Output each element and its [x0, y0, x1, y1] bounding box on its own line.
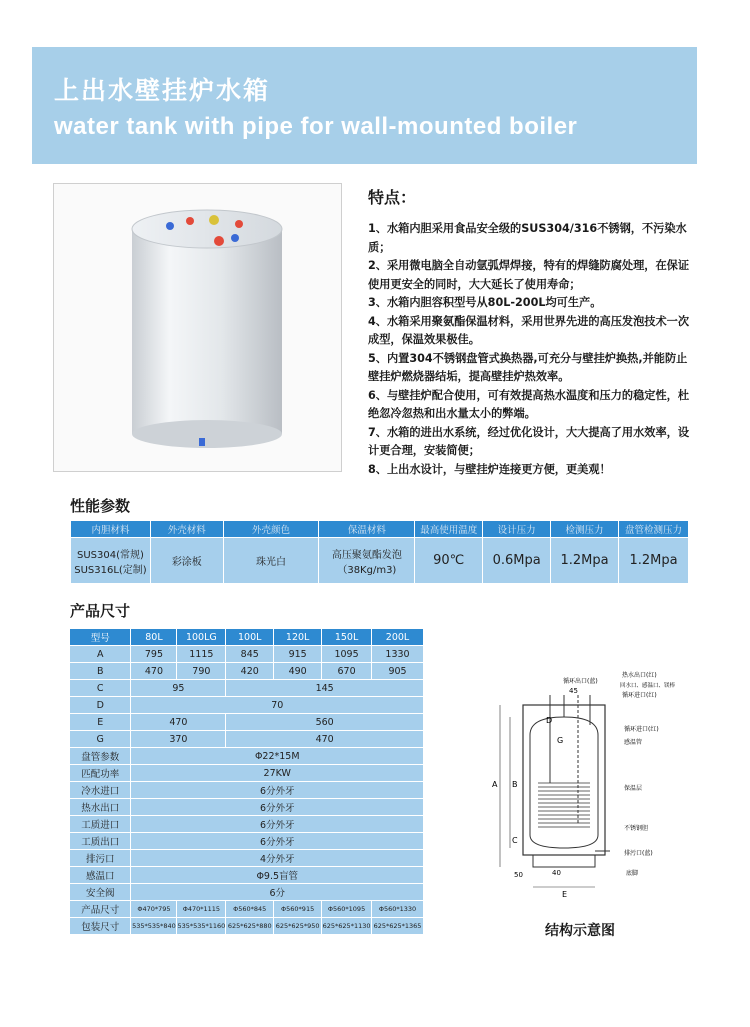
feature-item: 3、水箱内胆容积型号从80L-200L均可生产。 — [368, 296, 602, 309]
dim-E: E — [562, 890, 568, 899]
table-header-row — [70, 629, 424, 646]
cell: Φ560*1095 — [322, 901, 372, 918]
feature-item: 1、水箱内胆采用食品安全级的SUS304/316不锈钢，不污染水质； — [368, 222, 687, 254]
sizes-table — [69, 628, 424, 935]
dim-45: 45 — [569, 687, 578, 695]
table-row — [70, 697, 424, 714]
col-header: 检测压力 — [551, 521, 619, 538]
table-row — [70, 816, 424, 833]
col-header: 200L — [372, 629, 424, 646]
cell: 915 — [274, 646, 322, 663]
insulation-cell — [319, 538, 415, 584]
cell: 70 — [131, 697, 424, 714]
cell: 470 — [131, 663, 177, 680]
diagram-caption: 结构示意图 — [545, 923, 615, 939]
col-header: 80L — [131, 629, 177, 646]
label-insulation: 保温层 — [624, 785, 643, 792]
row-label: D — [70, 697, 131, 714]
cell: 795 — [131, 646, 177, 663]
inner-material-2: SUS316L(定制) — [74, 564, 147, 576]
cell: 420 — [226, 663, 274, 680]
cell: 490 — [274, 663, 322, 680]
col-header: 盘管检测压力 — [619, 521, 689, 538]
label-return: 回水口、感温口、镁棒 — [620, 683, 676, 689]
shell-color-cell: 珠光白 — [223, 538, 319, 584]
design-pressure-cell: 0.6Mpa — [483, 538, 551, 584]
cell: 560 — [226, 714, 424, 731]
cell: 470 — [226, 731, 424, 748]
row-label: 感温口 — [70, 867, 131, 884]
structure-diagram-svg — [478, 665, 693, 905]
cell: 625*625*1130 — [322, 918, 372, 935]
col-header: 设计压力 — [483, 521, 551, 538]
feature-item: 7、水箱的进出水系统，经过优化设计，大大提高了用水效率，设计更合理，安装简便； — [368, 425, 690, 457]
table-row — [70, 799, 424, 816]
cell: 6分外牙 — [131, 799, 424, 816]
row-label: 热水出口 — [70, 799, 131, 816]
cell: 625*625*1365 — [372, 918, 424, 935]
row-label: 排污口 — [70, 850, 131, 867]
features-heading: 特点： — [368, 188, 417, 207]
cell: 145 — [226, 680, 424, 697]
row-label: 安全阀 — [70, 884, 131, 901]
feature-item: 5、内置304不锈钢盘管式换热器,可充分与壁挂炉换热,并能防止壁挂炉燃烧器结垢，提高壁挂炉热效率。 — [368, 351, 688, 383]
table-row — [70, 748, 424, 765]
row-label: A — [70, 646, 131, 663]
dim-B: B — [512, 780, 518, 789]
col-header: 最高使用温度 — [415, 521, 483, 538]
cell: Φ9.5盲管 — [131, 867, 424, 884]
cell: 670 — [322, 663, 372, 680]
cell: 95 — [131, 680, 226, 697]
max-temp-cell: 90℃ — [415, 538, 483, 584]
cell: 27KW — [131, 765, 424, 782]
col-header: 120L — [274, 629, 322, 646]
test-pressure-cell: 1.2Mpa — [551, 538, 619, 584]
cell: 6分 — [131, 884, 424, 901]
cell: 6分外牙 — [131, 782, 424, 799]
coil-test-pressure-cell: 1.2Mpa — [619, 538, 689, 584]
table-row — [70, 918, 424, 935]
label-hot-out: 热水出口(红) — [622, 672, 657, 679]
label-sensor-pipe: 感温管 — [624, 739, 643, 746]
row-label: B — [70, 663, 131, 680]
col-header: 型号 — [70, 629, 131, 646]
shell-material-cell: 彩涂板 — [150, 538, 223, 584]
inner-material-1: SUS304(常规) — [77, 549, 144, 561]
cell: 535*535*1160 — [177, 918, 226, 935]
cell: Φ560*1330 — [372, 901, 424, 918]
base — [533, 855, 595, 867]
table-row — [70, 782, 424, 799]
row-label: 冷水进口 — [70, 782, 131, 799]
cell: 1095 — [322, 646, 372, 663]
table-row — [70, 867, 424, 884]
dim-C: C — [512, 836, 518, 845]
table-row — [71, 538, 689, 584]
cell: Φ560*915 — [274, 901, 322, 918]
dim-A: A — [492, 780, 498, 789]
cell: 535*535*840 — [131, 918, 177, 935]
cell: 470 — [131, 714, 226, 731]
title-en: water tank with pipe for wall-mounted boiler — [54, 113, 578, 140]
dim-D: D — [546, 716, 553, 725]
col-header: 外壳材料 — [150, 521, 223, 538]
product-photo — [53, 183, 342, 472]
water-tank-illustration — [54, 184, 343, 473]
sizes-title: 产品尺寸 — [70, 602, 131, 620]
col-header: 外壳颜色 — [223, 521, 319, 538]
cell: Φ470*1115 — [177, 901, 226, 918]
table-row — [70, 850, 424, 867]
table-row — [70, 646, 424, 663]
feature-item: 6、与壁挂炉配合使用，可有效提高热水温度和压力的稳定性，杜绝忽冷忽热和出水量太小的弊端。 — [368, 388, 690, 420]
col-header: 100LG — [177, 629, 226, 646]
cell: 4分外牙 — [131, 850, 424, 867]
row-label: 盘管参数 — [70, 748, 131, 765]
feature-item: 8、上出水设计，与壁挂炉连接更方便，更美观！ — [368, 462, 611, 476]
row-label: 工质进口 — [70, 816, 131, 833]
row-label: C — [70, 680, 131, 697]
col-header: 内胆材料 — [71, 521, 151, 538]
col-header: 150L — [322, 629, 372, 646]
inner-material-cell — [71, 538, 151, 584]
table-header-row — [71, 521, 689, 538]
row-label: G — [70, 731, 131, 748]
cell: Φ22*15M — [131, 748, 424, 765]
insulation-2: （38Kg/m3) — [337, 564, 397, 576]
label-cycle-in-top: 循环进口(红) — [622, 692, 657, 699]
cell: Φ560*845 — [226, 901, 274, 918]
cell: 905 — [372, 663, 424, 680]
table-row — [70, 731, 424, 748]
cell: 1115 — [177, 646, 226, 663]
label-base: 底脚 — [626, 870, 639, 877]
cell: Φ470*795 — [131, 901, 177, 918]
structure-diagram — [478, 665, 693, 905]
label-cycle-in: 循环进口(红) — [624, 726, 659, 733]
feature-item: 2、采用微电脑全自动氩弧焊焊接，特有的焊缝防腐处理，在保证使用更安全的同时，大大延长了使用寿命； — [368, 259, 690, 291]
label-cycle-out: 循环出口(蓝) — [563, 678, 598, 685]
dim-G: G — [557, 736, 564, 745]
row-label: 包装尺寸 — [70, 918, 131, 935]
col-header: 保温材料 — [319, 521, 415, 538]
performance-title: 性能参数 — [70, 497, 131, 515]
col-header: 100L — [226, 629, 274, 646]
performance-table — [70, 520, 689, 584]
feature-item: 4、水箱采用聚氨酯保温材料，采用世界先进的高压发泡技术一次成型，保温效果极佳。 — [368, 314, 690, 346]
cell: 625*625*950 — [274, 918, 322, 935]
cell: 625*625*880 — [226, 918, 274, 935]
table-row — [70, 680, 424, 697]
label-drain: 排污口(蓝) — [624, 850, 653, 857]
inner-liner — [530, 717, 598, 848]
cell: 845 — [226, 646, 274, 663]
table-row — [70, 901, 424, 918]
row-label: 工质出口 — [70, 833, 131, 850]
features-section — [368, 185, 698, 479]
row-label: E — [70, 714, 131, 731]
table-row — [70, 714, 424, 731]
cell: 370 — [131, 731, 226, 748]
outer-casing — [523, 705, 605, 855]
coil — [538, 783, 590, 827]
row-label: 匹配功率 — [70, 765, 131, 782]
dim-40: 40 — [552, 869, 561, 877]
label-steel-liner: 不锈钢胆 — [624, 825, 649, 832]
dim-50: 50 — [514, 871, 523, 879]
insulation-1: 高压聚氨酯发泡 — [331, 549, 402, 561]
table-row — [70, 663, 424, 680]
table-row — [70, 833, 424, 850]
header-banner — [32, 47, 697, 164]
table-row — [70, 884, 424, 901]
cell: 6分外牙 — [131, 833, 424, 850]
cell: 790 — [177, 663, 226, 680]
row-label: 产品尺寸 — [70, 901, 131, 918]
cell: 6分外牙 — [131, 816, 424, 833]
title-cn: 上出水壁挂炉水箱 — [54, 76, 271, 105]
cell: 1330 — [372, 646, 424, 663]
table-row — [70, 765, 424, 782]
